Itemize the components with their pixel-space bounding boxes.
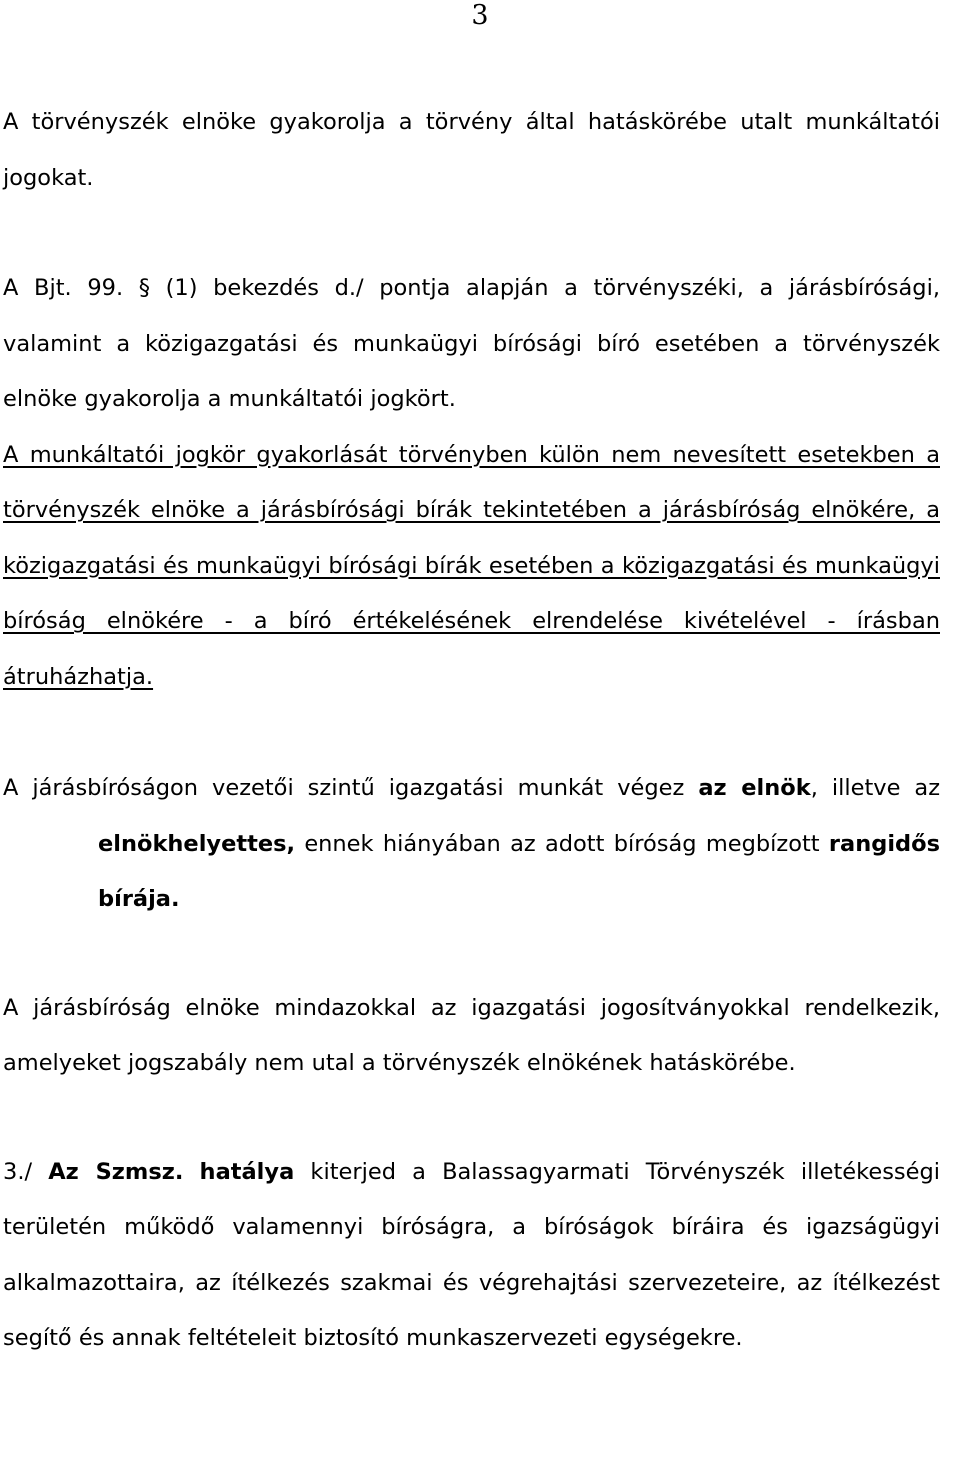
leadership-text-b: , illetve az [810,775,941,801]
leadership-senior-judge: rangidős bírája. [98,830,940,912]
scope-number: 3./ [3,1158,33,1185]
paragraph-bjt-reference: A Bjt. 99. § (1) bekezdés d./ pontja alapján a törvényszéki, a járásbírósági, valamint a közigazgatási és munkaügyi bírósági bíró esetében a törvényszék elnöke gyakorolja a munkáltatói jogkört. [3,275,940,412]
paragraph-president-rights: A törvényszék elnöke gyakorolja a törvény által hatáskörébe utalt munkáltatói jogokat. [3,109,940,191]
scope-text: kiterjed a Balassagyarmati Törvényszék illetékességi területén működő valamennyi bíróságra, a bíróságok bíráira és igazságügyi alkalmazottaira, az ítélkezés szakmai és végrehajtási szervezeteire, az ítélkezést segítő és annak feltételeit biztosító munkaszervezeti egységekre. [3,1158,941,1351]
leadership-president: az elnök [698,775,811,801]
paragraph-district-court-leadership [3,761,940,928]
page-number: 3 [471,0,489,31]
paragraph-scope [3,1145,940,1367]
leadership-text-c: ennek hiányában az adott bíróság megbízott [295,830,829,857]
scope-regulation: Az Szmsz. [48,1158,184,1185]
leadership-vice-president: elnökhelyettes, [98,830,296,857]
document-body [3,95,940,1367]
paragraph-district-president-powers: A járásbíróság elnöke mindazokkal az igazgatási jogosítványokkal rendelkezik, amelyeket jogszabály nem utal a törvényszék elnökének hatáskörébe. [3,994,940,1076]
scope-effect: hatálya [199,1158,295,1185]
leadership-text-a: A járásbíróságon vezetői szintű igazgatási munkát végez [3,775,699,801]
paragraph-delegation: A munkáltatói jogkör gyakorlását törvényben külön nem nevesített esetekben a törvényszék elnöke a járásbírósági bírák tekintetében a járásbíróság elnökére, a közigazgatási és munkaügyi bírósági bírák esetében a közigazgatási és munkaügyi bíróság elnökére - a bíró értékelésének elrendelése kivételével - írásban átruházhatja. [3,441,940,690]
